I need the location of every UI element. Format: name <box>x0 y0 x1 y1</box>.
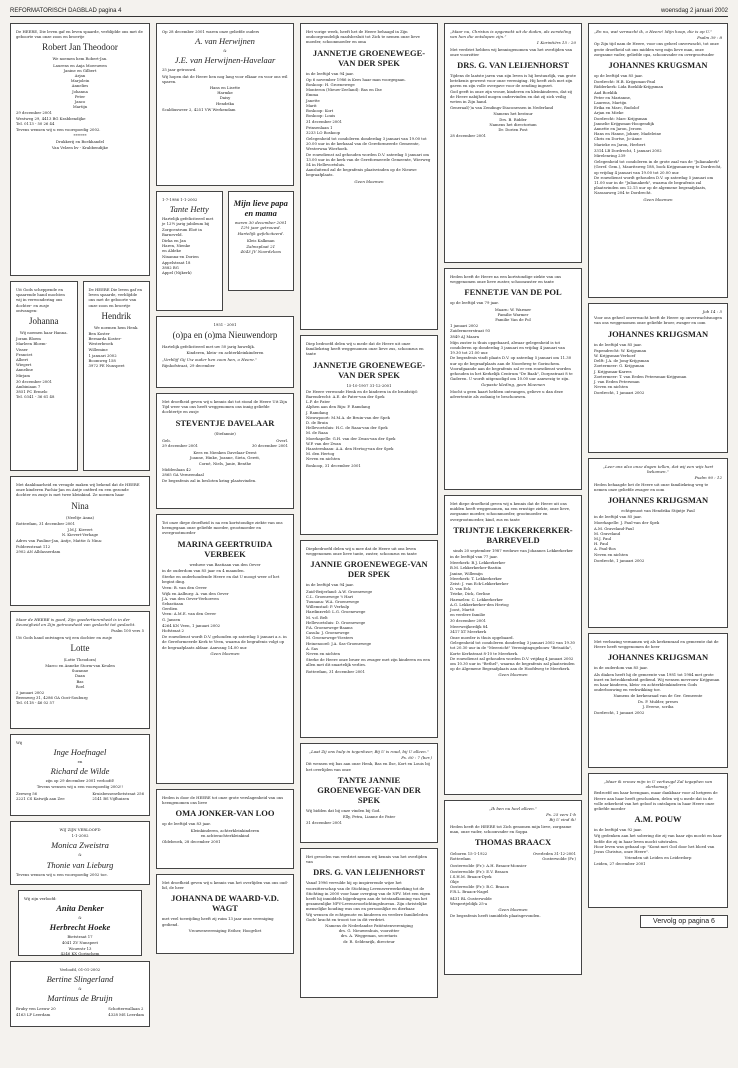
ad-death-de-waard <box>156 874 294 954</box>
ad-intro: Op Zijn tijd nam de Heere, voor ons geheel onverwacht, tot onze grote droefheid uit ons midden weg mijn lieve man, onze zorgzame vader, geliefde opa, schoonvader en overgrootvader <box>594 41 719 57</box>
ad-name-1: Inge Hoefnagel <box>53 747 107 758</box>
ad-note: De begrafenis heeft inmiddels plaatsgevonden. <box>450 913 541 919</box>
ad-death-krijgsman-3 <box>588 458 728 628</box>
ad-death-leijenhorst-1 <box>300 848 438 998</box>
ad-text: Als diaken heeft hij de gemeente van 1981 tot 1984 met grote inzet en betrokkenheid gediend. Wij wensen mevrouw Krijgsman en haar kinderen, klein- en achterkleinkinderen Gods onderbouwing en verkwikking toe. <box>594 671 720 693</box>
ad-intro: Met verdriet hebben wij kennisgenomen van het overlijden van onze voorzitter <box>450 46 573 57</box>
ad-address: Appelstraat 18 3882 BG Appel (Nijkerk) <box>162 259 192 276</box>
ad-death-verbeek <box>156 514 294 784</box>
ad-ref: 1 Korintiërs 15 : 20 <box>536 40 576 46</box>
ad-intro: Met diepe droefheid geven wij u kennis dat de Heere uit ons midden heeft weggenomen, na een ernstige ziekte, onze lieve, zorgzame moeder, schoonmoeder, grootmoeder en overgrootmoeder, kind, zus en tante <box>450 501 571 522</box>
ad-anniversary-nieuwendorp <box>156 316 294 388</box>
ad-address-1: Zeeweg 56 2221 CS Katwijk aan Zee <box>16 790 65 802</box>
ad-kids: Kinderen, klein- en achterkleinkinderen <box>186 350 264 356</box>
ad-and: & <box>78 915 82 921</box>
ad-text: Wij gedenken aan het sobering die zij van haar zijn mocht en haar liefde die zij in haar leven mocht uitstralen. Hoor leven was gebaad op: "Komt met God door het bloed van Jezus Christus, onze Heere". <box>594 833 722 855</box>
ad-top: Wij zijn verloofd: <box>24 896 57 901</box>
ad-family: Zuid-Beijerland: A.W. Groenewege C.L. Groenewege 't Hart Tuunana: W.A. Groenewege Willemstad: P. Verhulp Hardinxveld: L.G. Groenewege M. v.d. Belt Hellevoetsluis: D. Groenewege P.A. Groenewege-Baams Casula: J. Groenewege M. Groenewege-Viesters Heinenoord: J.A. Sas-Groenewege A. Sas Neven en nichten <box>306 588 373 657</box>
ad-date: Leiden, 27 december 2001 <box>594 861 646 867</box>
ad-family: Dordrecht: H.B. Krijgsman-Paul Ridderkerk: Lida Boeklik-Krijgsman Aad Boeklik Peter en Marianne, Laurens, Martijn Erika en Marc, Rudolof Arjan en Mieke Dordrecht: Marc Krijgsman Jannelie Krijgsman-Hoogendijk Annette en Jaron, Jeroen Hans en Hanne, Johner, Madeleine Chris en Dortse, Jo-Anne Marieke en Jaron, Herbert <box>594 79 664 147</box>
ad-name: JOHANNES KRIJGSMAN <box>607 652 709 663</box>
ad-quote: „Leer ons alzo onze dagen tellen, dat wij een wijs hart bekomen.” <box>602 464 714 475</box>
ad-family: Maarn: W. Warmer Familie Warmer Familie Van de Pol <box>494 306 532 323</box>
ad-parents: J.M.J. Kievert N. Kievert-Verhage <box>61 527 99 538</box>
ad-date: 1 januari 2002 Boomweg 158 3972 PE Nunspeet <box>88 352 125 369</box>
ad-name: JOHANNA DE WAARD-V.D. WAGT <box>171 893 279 914</box>
ad-death-krijgsman-1 <box>588 23 728 298</box>
ad-age: in de leeftijd van 94 jaar. <box>306 582 354 588</box>
column-2 <box>156 23 294 954</box>
ad-age: op de leeftijd van 83 jaar. <box>162 821 211 827</box>
ad-age: op de leeftijd van 85 jaar. <box>594 73 643 79</box>
ad-name-1: A. van Herwijnen <box>195 36 255 47</box>
ad-date: 29 december 2001 Westweg 29, 4413 BG Krabbendijke Tel. 0113 - 50 26 44 <box>16 110 86 126</box>
ad-born: Geboren 15-1-1922 Rotterdam <box>450 851 488 862</box>
ad-death-van-de-pol <box>444 268 582 490</box>
ad-address: Rotterdam, 31 december 2001 <box>306 668 366 674</box>
ad-footer: Vrouwenvereniging Esther, Hoogvliet <box>188 927 262 933</box>
ad-and: en <box>77 759 83 765</box>
ad-name: Nina <box>71 500 89 511</box>
ad-quote: „Ik ben nu heel alleen.” <box>489 806 537 811</box>
ad-intro: Heden is door de HEERE tot onze grote verslagenheid van ons heengenomen ons lieve <box>162 795 284 806</box>
ad-text: Onze moeder is thuis opgebaard. Gelegenheid tot condoleren donderdag 3 januari 2002 van 19.30 tot 20.30 uur in de "Meerzicht" Verenigingsgebouw "Betsaïda", Korte Kerkstraat 8-10 te Meerkerk. De rouwdienst zal gehouden worden D.V. vrijdag 4 januari 2002 om 10.30 uur in "Bethel", waarna de begrafenis zal plaatsvinden op de Algemene Begraafplaats aan de Hoofdweg te Meerkerk. <box>450 635 575 672</box>
ad-name-2: Martinus de Bruijn <box>47 993 113 1004</box>
ad-family: Op 6 november 1986 is Kees haar man voorgegaan. Boskoop: H. Groenewege Monteron (Nieuw-Zeeland): Bas en Ilse Emma Janette Marit Boskoop: Kort Boskoop: Louis <box>306 76 406 119</box>
ad-quote: Maar de HEERE is goed, Zijn goedertierenheid is in der Eeuwigheid en Zijn getrouwheid van geslacht tot geslacht. <box>16 617 136 628</box>
ad-org: Generaal(-)a van Zendings-Diaconessen in Nederland <box>450 105 554 111</box>
ad-ref: Psalm 100 vers 5 <box>111 628 144 634</box>
ad-congrats-papa-mama <box>228 191 295 291</box>
ad-death-lekkerkerker <box>444 495 582 795</box>
ad-name: Robert Jan Theodoor <box>42 42 118 53</box>
ad-sub: echtgenoot van Hendrika Stijntje Paul <box>621 508 695 514</box>
ad-name-2: Thonie van Lieburg <box>46 859 114 870</box>
ad-years: 25 jaar getrouwd. <box>162 67 197 73</box>
ad-text: Tijdens de laatste jaren van zijn leven is hij bestuurlijk, van grote betekenis geweest voor onze vereniging. Hij heeft zich met zijn gaven en zijn volle overgave voor de zending ingezet. God geeft in onze zijn vrouw, kinderen en kleinkinderen, dat zij de Heere nabijheid mogen ondervinden en dat zij zich veilig weten in Zijn hand. <box>450 73 577 105</box>
ad-engagement-hoeke <box>18 890 142 956</box>
ad-family: Oosterwolde (Fr.): A.H. Braacx-Monsier Oosterwolde (Fr.): E.V. Braacx I.S.H.M. Braacx-Dyek Okje Oosterwolde (Fr.): B.C. Braacx F.R.L. Braacx-Nagel <box>450 863 527 895</box>
ad-from: Elly, Petra, Lianne de Pater <box>342 814 396 820</box>
ad-name: Tante Hetty <box>169 204 209 215</box>
ad-footer: Namens de kerkenraad van de Ger. Gemeente Ds. P. Mulder, preses J. Everse, scriba <box>613 693 703 709</box>
ad-text: Hartelijk gefeliciteerd met uw 50 jarig huwelijk. <box>162 344 255 350</box>
ad-kids: Kleinkinderen, achterkleinkinderen en achterachterkleinkind <box>190 827 260 838</box>
ad-death-leijenhorst-2 <box>444 23 582 263</box>
ad-quote: Sterke en onderhoudende Heere en dat U moogt weer of het begint ding. <box>162 574 280 585</box>
ad-name-2: Richard de Wilde <box>50 766 110 777</box>
ad-no-flowers: Geen bloemen <box>498 672 528 678</box>
ad-and: & <box>78 986 82 992</box>
ad-date: waren 30 december 2001 12½ jaar getrouwd. <box>234 220 287 231</box>
ad-address: 8431 BL Oosterwolde Wespertjeldijk 25-a <box>450 895 492 906</box>
ad-address-2: Kruisbessenvlietstraat 256 2141 BS Vijfhuizen <box>92 790 144 802</box>
ad-date: 1-1-2002 <box>71 833 89 839</box>
ad-name: Mijn lieve papa en mama <box>233 198 288 218</box>
ad-no-flowers: Geen bloemen <box>498 907 528 913</box>
ad-died: Overleden 31-12-2001 Oosterwolde (Fr.) <box>532 851 576 862</box>
ad-engagement-slingerland <box>10 961 150 1027</box>
ad-place: Rotterdam, 31 december 2001 <box>16 520 76 526</box>
ad-no-flowers: Geen bloemen <box>643 196 673 202</box>
ad-wish: Hartelijk gefeliciteerd. <box>237 231 284 237</box>
column-3 <box>300 23 438 998</box>
ad-age: in de ouderdom van 85 jaar en 4 maanden. <box>162 567 245 573</box>
ad-name: THOMAS BRAACX <box>474 837 552 848</box>
ad-name: FENNETJE VAN DE POL <box>464 287 562 298</box>
ad-intro: Bedroefd om haar heengaan, maar dankbaar voor al hetgeen de Heere aan haar heeft geschonken, delen wij u mede dat in de volle zekerheid van het geloof is ontslapen in haar Heere onze geliefde moeder <box>594 790 718 812</box>
ad-family: Hans en Lisette Harmke Daisy Hendrika <box>209 85 241 106</box>
ad-intro: Heden heeft de HEERE tot Zich genomen mijn lieve, zorgzame man, onze vader, schoonvader en Soppa <box>450 823 572 834</box>
ad-name-2: J.E. van Herwijnen-Havelaar <box>174 55 276 66</box>
ad-address: Zalmsplaat 21 4043 JV Noordeloos <box>240 243 282 255</box>
ad-note: Tevens wensen wij u een voorspoedig 2002 toe. <box>16 871 108 877</box>
ad-congrats-tante-hetty <box>156 191 223 311</box>
column-5 <box>588 23 728 928</box>
ad-address: Middenlaan 42 2865 GA Verneendaal <box>162 466 204 478</box>
ad-name: JOHANNES KRIJGSMAN <box>607 328 709 339</box>
ad-quote: „Maar ik vrouw mijn in U verheugd Zal tegaphen van olerkomag.” <box>603 779 713 790</box>
ad-top: WIJ ZIJN VERLOOFD <box>59 827 101 832</box>
ad-age: in de leeftijd van 94 jaar. <box>306 70 354 76</box>
ad-text: Wij hopen dat de Heere hen nog lang voor elkaar en voor ons wil sparen. <box>162 73 288 84</box>
column-4 <box>444 23 582 975</box>
ad-birth-johanna <box>10 281 78 471</box>
ad-name: JANNETJE GROENEWEGE-VAN DER SPEK <box>312 47 426 68</box>
ad-intro: Uit Gods scheppende en spaarende hand mochten wij in verwondering ons dochter- en zusje ontvangen: <box>16 287 65 313</box>
ad-date: Oldebroek, 28 december 2001 <box>162 839 221 845</box>
ad-text: met veel toewijding heeft zij ruim 13 jaar onze vereniging gediend. <box>162 916 274 927</box>
ad-address: Dordrecht, 1 januari 2002 <box>594 390 645 396</box>
ad-intro: Op 28 december 2001 waren onze geliefde ouders <box>162 29 260 34</box>
page-header <box>10 6 728 17</box>
ad-intro: Diepbedroefd delen wij u mee dat de Heere uit ons leven weggenomen onze lieve tante, zuster, schoonzus en tante <box>306 546 417 557</box>
ad-date: 2 januari 2002 Beemweg 31, 4286 GA Oost-Souburg Tel. 0118 - 46 02 57 <box>16 690 88 706</box>
ad-sub: sinds 20 september 1987 weduwe van Johannes Lekkerkerker <box>453 547 573 553</box>
ad-intro: Tot onze diepe droefheid is na een kortstondige ziekte van ons heengegaan onze geliefde moeder, grootmoeder en overgrootmoeder <box>162 520 283 536</box>
ad-birth-lotte <box>10 611 150 729</box>
header-left: REFORMATORISCH DAGBLAD pagina 4 <box>10 8 122 14</box>
ad-death-groenewege-2 <box>300 335 438 535</box>
ad-text: Gelegenheid tot condoleren in de grote zaal van de "Julianakerk" (Geref. Gem.), Mauritsweg 188, bock Krijgsmanweg te Dordrecht, op vrijdag 4 januari van 19.00 tot 20.00 uur. De rouwdienst wordt gehouden D.V. op zaterdag 5 januari om 11.00 uur in de "Julianakerk", waarna de begrafenis zal plaatsvinden om 12.15 uur op de algemene begraafplaats, Nassauweg 204 te Dordrecht. <box>594 159 722 196</box>
ad-death-steventje <box>156 393 294 509</box>
ad-ref: Psalm 90 : 12 <box>694 475 722 481</box>
ad-sub: (Lotte Theodora) <box>63 656 97 662</box>
ad-death-oma-jonker <box>156 789 294 869</box>
ad-engagement-hoefnagel <box>10 734 150 816</box>
ad-sub: weduwe van Bastiaan van den Oever <box>189 561 261 567</box>
ad-engagement-zwerstra <box>10 821 150 885</box>
ad-name-1: Anita Denker <box>56 903 104 914</box>
ad-top: Wij <box>16 740 23 745</box>
ad-family: Marco en Anneke Storm-van Keulen Suzanne Daan Bas Roel <box>45 663 115 689</box>
ad-name: JANNIE GROENEWEGE-VAN DER SPEK <box>310 559 428 580</box>
ad-intro: Met droefheid geven wij u kennis van het overlijden van ons oud-lid, de heer <box>162 880 288 891</box>
ad-name: Lotte <box>70 642 90 653</box>
ad-text: Sterke de Heere onze bruer en zwager met zijn kinderen en een allen met dit smartelijk verlies. <box>306 657 430 668</box>
ad-death-groenewege-1 <box>300 23 438 330</box>
ad-call: We noemen hem Robert-Jan. <box>52 56 108 62</box>
columns <box>10 23 728 1023</box>
ad-family: Moerkapelle: J. Paul-van der Spek A.M. Graveland-Paul M. Graveland M.J. Paul H. Paul A. Paul-Bos Neven en nichten <box>594 520 660 557</box>
ad-date: 31 december 2001 <box>306 820 343 826</box>
ad-address-2: Schotterwallaan 2 4328 MS Leerdam <box>108 1006 144 1017</box>
ad-quote: „Verblijf Gij Uw ouder hen zoon hen, o Heere.” <box>162 356 258 362</box>
ad-address: Scaldiusweer 2, 4251 VW Werkendam <box>162 106 236 112</box>
ad-note: Tevens wensen wij u een voorspoedig 2002. <box>16 127 101 133</box>
ad-top: Verloofd, 01-01-2002 <box>59 967 101 972</box>
ad-text: zijn op 29 december 2001 verloofd! Tevens wensen wij u een voorspoedig 2002!! <box>36 778 124 789</box>
ad-family: De Heere verwonde Henk en de kinderen in de bruidstijd: Barendrecht: A.E. de Pater-van der Spek L.P. de Pater Alphen aan den Rijn: P. Ramdang J. Ramdang Nieuwpoort: M.M.A. de Bruin-van der Spek D. de Bruin Hellevoetsluis: H.C. de Raaa-van der Spek M. de Raaa Moerkapelle: G.H. van der Zwan-van der Spek W.P. van der Zwan Haasternbaan: A.A. den Hertog-van der Spek M. den Hertog Neven en nichten <box>306 388 418 462</box>
ad-text-2: Wij bidden dat bij onze vinden bij God. <box>306 807 381 813</box>
ad-name-1: Bertine Slingerland <box>46 974 114 985</box>
ad-call: Wij noemen haar Hanna. <box>19 330 68 336</box>
ad-no-flowers: Gepaste kleding, geen bloemen <box>481 382 545 388</box>
ad-name: Johanna <box>29 316 59 327</box>
ad-ref: Ps. 60 : 7 (ber.) <box>401 755 432 761</box>
ad-intro: De HEERE Die leven gaf en leven spaarde, verblijdde ons met de geboorte van onze zoon en broertje <box>88 287 142 308</box>
ad-family: Papendrecht: W. Krijgsman W. Krijgsman-Verhoef Delft: J.A. de Jong-Krijgsman Zoetermeer: G. Krijgsman J. Krijgsman-Karres Zoetermeer: T. van Eeden Petersman-Krijgsman J. van Eeden Petersman Neven en nichten <box>594 347 687 390</box>
ad-born: Geb. 29 december 2001 <box>162 437 199 449</box>
ad-name: DRS. G. VAN LEIJENHORST <box>457 60 569 71</box>
ad-intro: Het gevoelen van verdriet nemen wij kennis van het overlijden van <box>306 854 428 865</box>
ad-birth-hendrik <box>83 281 151 471</box>
ad-quote: „Laat Zij ons hulp in tegenheer, Bij U is roud, bij U alleen.” <box>309 749 429 754</box>
ad-age: in de leeftijd van 92 jaar. <box>594 827 642 833</box>
ad-quote: „Maar nu, Christus is opgewekt uit de doden, als eersteling van hen die ontslapen zijn.” <box>450 29 572 40</box>
ad-text: De rouwdienst wordt D.V. gehouden op zaterdag 5 januari a.s. in de Gereformeerde Kerk te Veen, waarna de begrafenis volgt op de begraafplaats aldaar. Aanvang 14.00 uur. <box>162 634 287 650</box>
ad-name: TANTE JANNIE GROENEWEGE-VAN DER SPEK <box>317 774 421 805</box>
ad-family: Meerkerk: B.J. Lekkerkerker B.M. Lekkerkerker-Bastiin Janine, Willemijn Meerkerk: T. Lekkerkerker Zeist: J. van Eck-Lekkerkerker D. van Eck Trieke, Dick, Gerline Harmelen: C. Lekkerkerker A.G. Lekkerkerker-den Hertog Joost, Martit en verdere familie <box>450 560 509 618</box>
ad-family: Ben Koster Bernarda Koster- Westerbroek Willemine <box>88 331 122 352</box>
ad-name-2: Herbrecht Hoeke <box>49 922 111 933</box>
ad-address: Dordrecht, 1 januari 2002 <box>594 557 645 563</box>
ad-from: Kleis Kalkman <box>246 237 275 243</box>
ad-footer: Vrienden uit Leiden en Leiderdorp <box>624 855 692 861</box>
ad-address: 3314 LB Dordrecht, 1 januari 2002 Mirelenring 239 <box>594 147 662 159</box>
ad-no-flowers: Geen bloemen <box>210 650 240 656</box>
ad-name-1: Monica Zweistra <box>51 840 109 851</box>
ad-intro: Diep bedroefd delen wij u mede dat de Heere uit onze familiekring heeft weggenomen onze lieve zus, schoonzus en tante <box>306 341 424 357</box>
ad-name: OMA JONKER-VAN LOO <box>175 808 275 819</box>
ad-name: Hendrik <box>101 310 131 321</box>
ad-text: Dit wensen wij bas aan onze Henk, Bas en Ilse, Kort en Louis bij het overlijden van onze <box>306 761 430 772</box>
ad-intro: De HEERE, Die leven gaf en leven spaarde, verblijdde ons met de geboorte van onze zoon en broertje <box>16 29 143 40</box>
ad-death-braacx <box>444 800 582 975</box>
ad-text: Gelegenheid tot condoleren donderdag 3 januari van 19.00 tot 20.00 uur in de kerkzaal van de Gereformeerde Gemeente, Westerwaa Wierhoek. De rouwdienst zal gehouden worden D.V. zaterdag 5 januari om 13.00 uur in de kerk van de Gereformeerde Gemeente, Wierweg 54 in Hellevoetsluis. Aansluitend zal de begrafenis plaatsvinden op de Nieuwe begraafplaats. <box>306 136 431 178</box>
ad-died: Overl. 30 december 2001 <box>251 437 288 449</box>
ad-text: Vanaf 1996 vervulde hij op inspirerende wijze het voorzitterschap van de Stichting Levensverwerkerking tot de Stichting in 2000 voor haar overging van de NPV. Met een eigen heeft hij inmiddels bijgedragen aan de totstandkoming van het gezamenlijke NPV-Levensvoorlichtingsbureau. Zijn christelijke menselijke houding was ons en persoonlijke en dierbaar. Wij wensen de echtgenote en kinderen en verdere familieleden Gods' kracht en troost toe in dit verdriet. <box>306 880 431 922</box>
ad-name: TRIJNTJE LEKKERKERKER-BARREVELD <box>453 524 573 545</box>
ad-address: 30 december 2001 Meerweijkerdijk 84 3417 XT Meerkerk <box>450 618 488 634</box>
ad-address-1: Bruby ven Leeuw 20 4163 LP Leerdam <box>16 1006 56 1017</box>
ad-text: Mijn zuster is thuis opgebaard, alwaar gelegenheid is tot condoleren op donderdag 3 januari en vrijdag 4 januari van 19.30 tot 21.00 uur. De begrafenis vindt plaats D.V. op zaterdag 5 januari om 11.30 uur op de begraafplaats aan de Noordweg te Gorinchem. Voorafgaande aan de begrafenis zal er een rouwdienst worden gehouden in het Kerkelijk Centrum "De Baak", Dorpsstraat 8 te Gaderen. U wordt uitgenodigd om 10.00 uur aanwezig te zijn. <box>450 339 573 382</box>
ad-death-pouw <box>588 773 728 908</box>
ad-ref: Ps. 25 vers 1-b Bij U vind ik! <box>546 812 576 823</box>
ad-family: Laurens en Anja Moeeuwen Janine en Gilbert Arjan Marjolein Annelies Johanna Peter Janco Martijn <box>53 62 107 110</box>
ad-intro: Met verbazing vernamen wij als kerkenraad en gemeente dat de Heere heeft weggenomen de heer <box>594 639 719 650</box>
ad-name: JOHANNES KRIJGSMAN <box>607 495 709 506</box>
ad-intro: Met droefheid geven wij u kennis dat tot stond de Heere Uit Zijn Tijd weer van ons heeft weggenomen ons innig geliefde dochtertje en zusje <box>162 399 288 415</box>
ad-age: in de ouderdom van 85 jaar. <box>594 665 648 671</box>
ad-note: De begrafenis zal in besloten kring plaatsvinden. <box>162 478 257 484</box>
ad-footer: Namens de Nederlandse Patiëntenvereniging drs. G. Nieuwenhuis, voorzitter drs. A. Weggeman, secretaris dr. R. Seldenrijk, directeur <box>325 923 413 944</box>
ad-date: 28 december 2001 <box>450 133 487 139</box>
ad-text: Hartelijk gefeliciteerd met je 12½ jarig jubileum bij Zorgcentrum Eloë in Barneveld. <box>162 216 214 237</box>
ad-and: & <box>78 852 82 858</box>
ad-age: in de leeftijd van 85 jaar. <box>594 341 642 347</box>
ad-date: 1951 - 2001 <box>213 322 237 327</box>
ad-death-krijgsman-4 <box>588 633 728 768</box>
ad-intro: Heden behaagde het de Heere uit onze familiekring weg te nemen onze geliefde zwager en oom <box>594 481 709 492</box>
ad-name: A.M. POUW <box>634 814 682 825</box>
ad-place: Rijnhofstraat, 29 december <box>162 362 215 368</box>
continued-link[interactable]: Vervolg op pagina 6 <box>640 915 728 928</box>
ad-title: (o)pa en (o)ma Nieuwendorp <box>172 330 278 341</box>
ad-intro: Uit Gods hand ontvingen wij een dochter en zusje <box>16 634 113 640</box>
ad-quote: „En nu, wat verwacht ik, o Heere! Mijn hoop, die is op U.” <box>594 29 713 34</box>
ad-footer: Adres van Pauline-Jan, Antje, Mattie & Nina: Poldersstraat 112 2902 AN Alblasserdam <box>16 538 103 554</box>
ad-no-flowers: Geen bloemen <box>354 178 384 184</box>
ad-name: STEVENTJE DAVELAAR <box>175 417 275 428</box>
ad-name: MARINA GEERTRUIDA VERBEEK <box>177 538 273 559</box>
ad-name: JOHANNES KRUGSMAN <box>608 60 708 71</box>
ad-anniversary-herwijnen <box>156 23 294 186</box>
ad-intro: Met dankbaarheid en vreugde maken wij bekend dat de HEERE onze kinderen Pachia-Jan en Antje ontferd en een gezonde dochter en zusje is met twee kleinkind. Ze noemen haar <box>16 482 140 498</box>
ad-ref: Psalm 39 : 8 <box>697 35 722 41</box>
ad-note: Mocht u geen kaart hebben ontvangen, gelieve u dan deze advertentie als zodanig te beschouwen. <box>450 388 564 399</box>
ad-intro: Het vorige week, heeft het de Heere behaagd in Zijn ondoorgrondelijk raadsbesluit tot Zich te nemen onze lieve moeder, schoonmoeder en oma <box>306 29 420 45</box>
header-right: woensdag 2 januari 2002 <box>660 8 728 14</box>
ad-parents: Kees en Nienken Davelaar-Deest Joanne, Hinke, Joanne, Sieta, Gerrit, Corné, Niels, Janie, Benthe <box>189 450 261 466</box>
ad-death-jannie <box>300 540 438 738</box>
ad-age: in de leeftijd van 77 jaar. <box>450 554 498 560</box>
ad-death-tante-jannie <box>300 743 438 843</box>
ad-name: JANNETJE GROENEWEGE-VAN DER SPEK <box>312 359 426 380</box>
ad-and: & <box>223 48 227 54</box>
ad-stars: ******* <box>73 133 87 139</box>
ad-intro: Heden heeft de Heere na een kortstondige ziekte van ons weggenomen onze lieve zuster, schoonzuster en tante <box>450 274 562 285</box>
ad-address: 1 januari 2002 Zuidermeerstraat 93 3849 AJ Maarn <box>450 323 491 339</box>
ad-date: 30 december 2001 Ambiniaan 7 3851 PC Ermelo Tel. 0341 - 36 61 48 <box>16 378 55 400</box>
ad-birth-nina <box>10 476 150 606</box>
ad-address-1: Bietstraat 17 4041 ZV Nunspeet <box>61 934 99 945</box>
ad-from: Dirka en Jan Haren, Nienke en Aldeke Ninanna-en Dorien <box>162 238 199 259</box>
ad-date: Dordrecht, 1 januari 2002 <box>594 710 645 716</box>
ad-sub: (Neeltje Anna) <box>65 514 95 520</box>
congrats-row <box>156 191 294 311</box>
ad-age: in de leeftijd van 85 jaar. <box>594 514 642 520</box>
ad-family: Veen: B. van den Oever Wijk en Aalburg: A. van den Oever J.A. van den Oever-Verhoeven Sebastiaan Gerdien Veen: A.M.E. van den Oever G. Jansen <box>162 585 229 622</box>
ad-address: 31 december 2001 Prinsenlaan 1 3233 LO Boskoop <box>306 119 343 135</box>
ad-name: DRS. G. VAN LEIJENHORST <box>313 867 425 878</box>
ad-footer: Namens het bestuur Drs. B. Ridder Namens het directorium Dr. Dorien Post <box>489 111 537 133</box>
ad-intro: Voor ons geheel onverwacht heeft de Heere op onverwachtsnogen van ons weggenomen onze geliefde broer, zwager en oom <box>594 315 722 326</box>
ad-birth-theodoor <box>10 23 150 276</box>
ad-death-krijgsman-2 <box>588 303 728 453</box>
ad-footer: Drukkerij en Boekhandel Van Velzen bv - Krabbendijke <box>51 139 109 150</box>
ad-dates: 15-10-1907 31-12-2001 <box>346 382 392 388</box>
ad-address: 4264 KN Veen, 1 januari 2002 Hofstraat 2 <box>162 622 221 634</box>
birth-row <box>10 281 150 471</box>
ad-age: op de leeftijd van 79 jaar. <box>450 300 499 306</box>
ad-sub: (Stefannie) <box>214 430 236 436</box>
ad-address-2: Wouwstr 13 4246 KX Gorinchem <box>60 945 100 956</box>
ad-address: Boskoop, 31 december 2001 <box>306 462 361 468</box>
column-1 <box>10 23 150 1027</box>
ad-ref: Job 14 : 5 <box>702 309 722 314</box>
ad-date: 1-7-1986 1-1-2002 <box>162 197 198 202</box>
ad-call: We noemen hem Henk. <box>93 324 139 330</box>
ad-family: Joram Bloem Marleen Bloem- Visser Franciet Albert Wiegert Anneline Mirjam <box>16 336 47 378</box>
